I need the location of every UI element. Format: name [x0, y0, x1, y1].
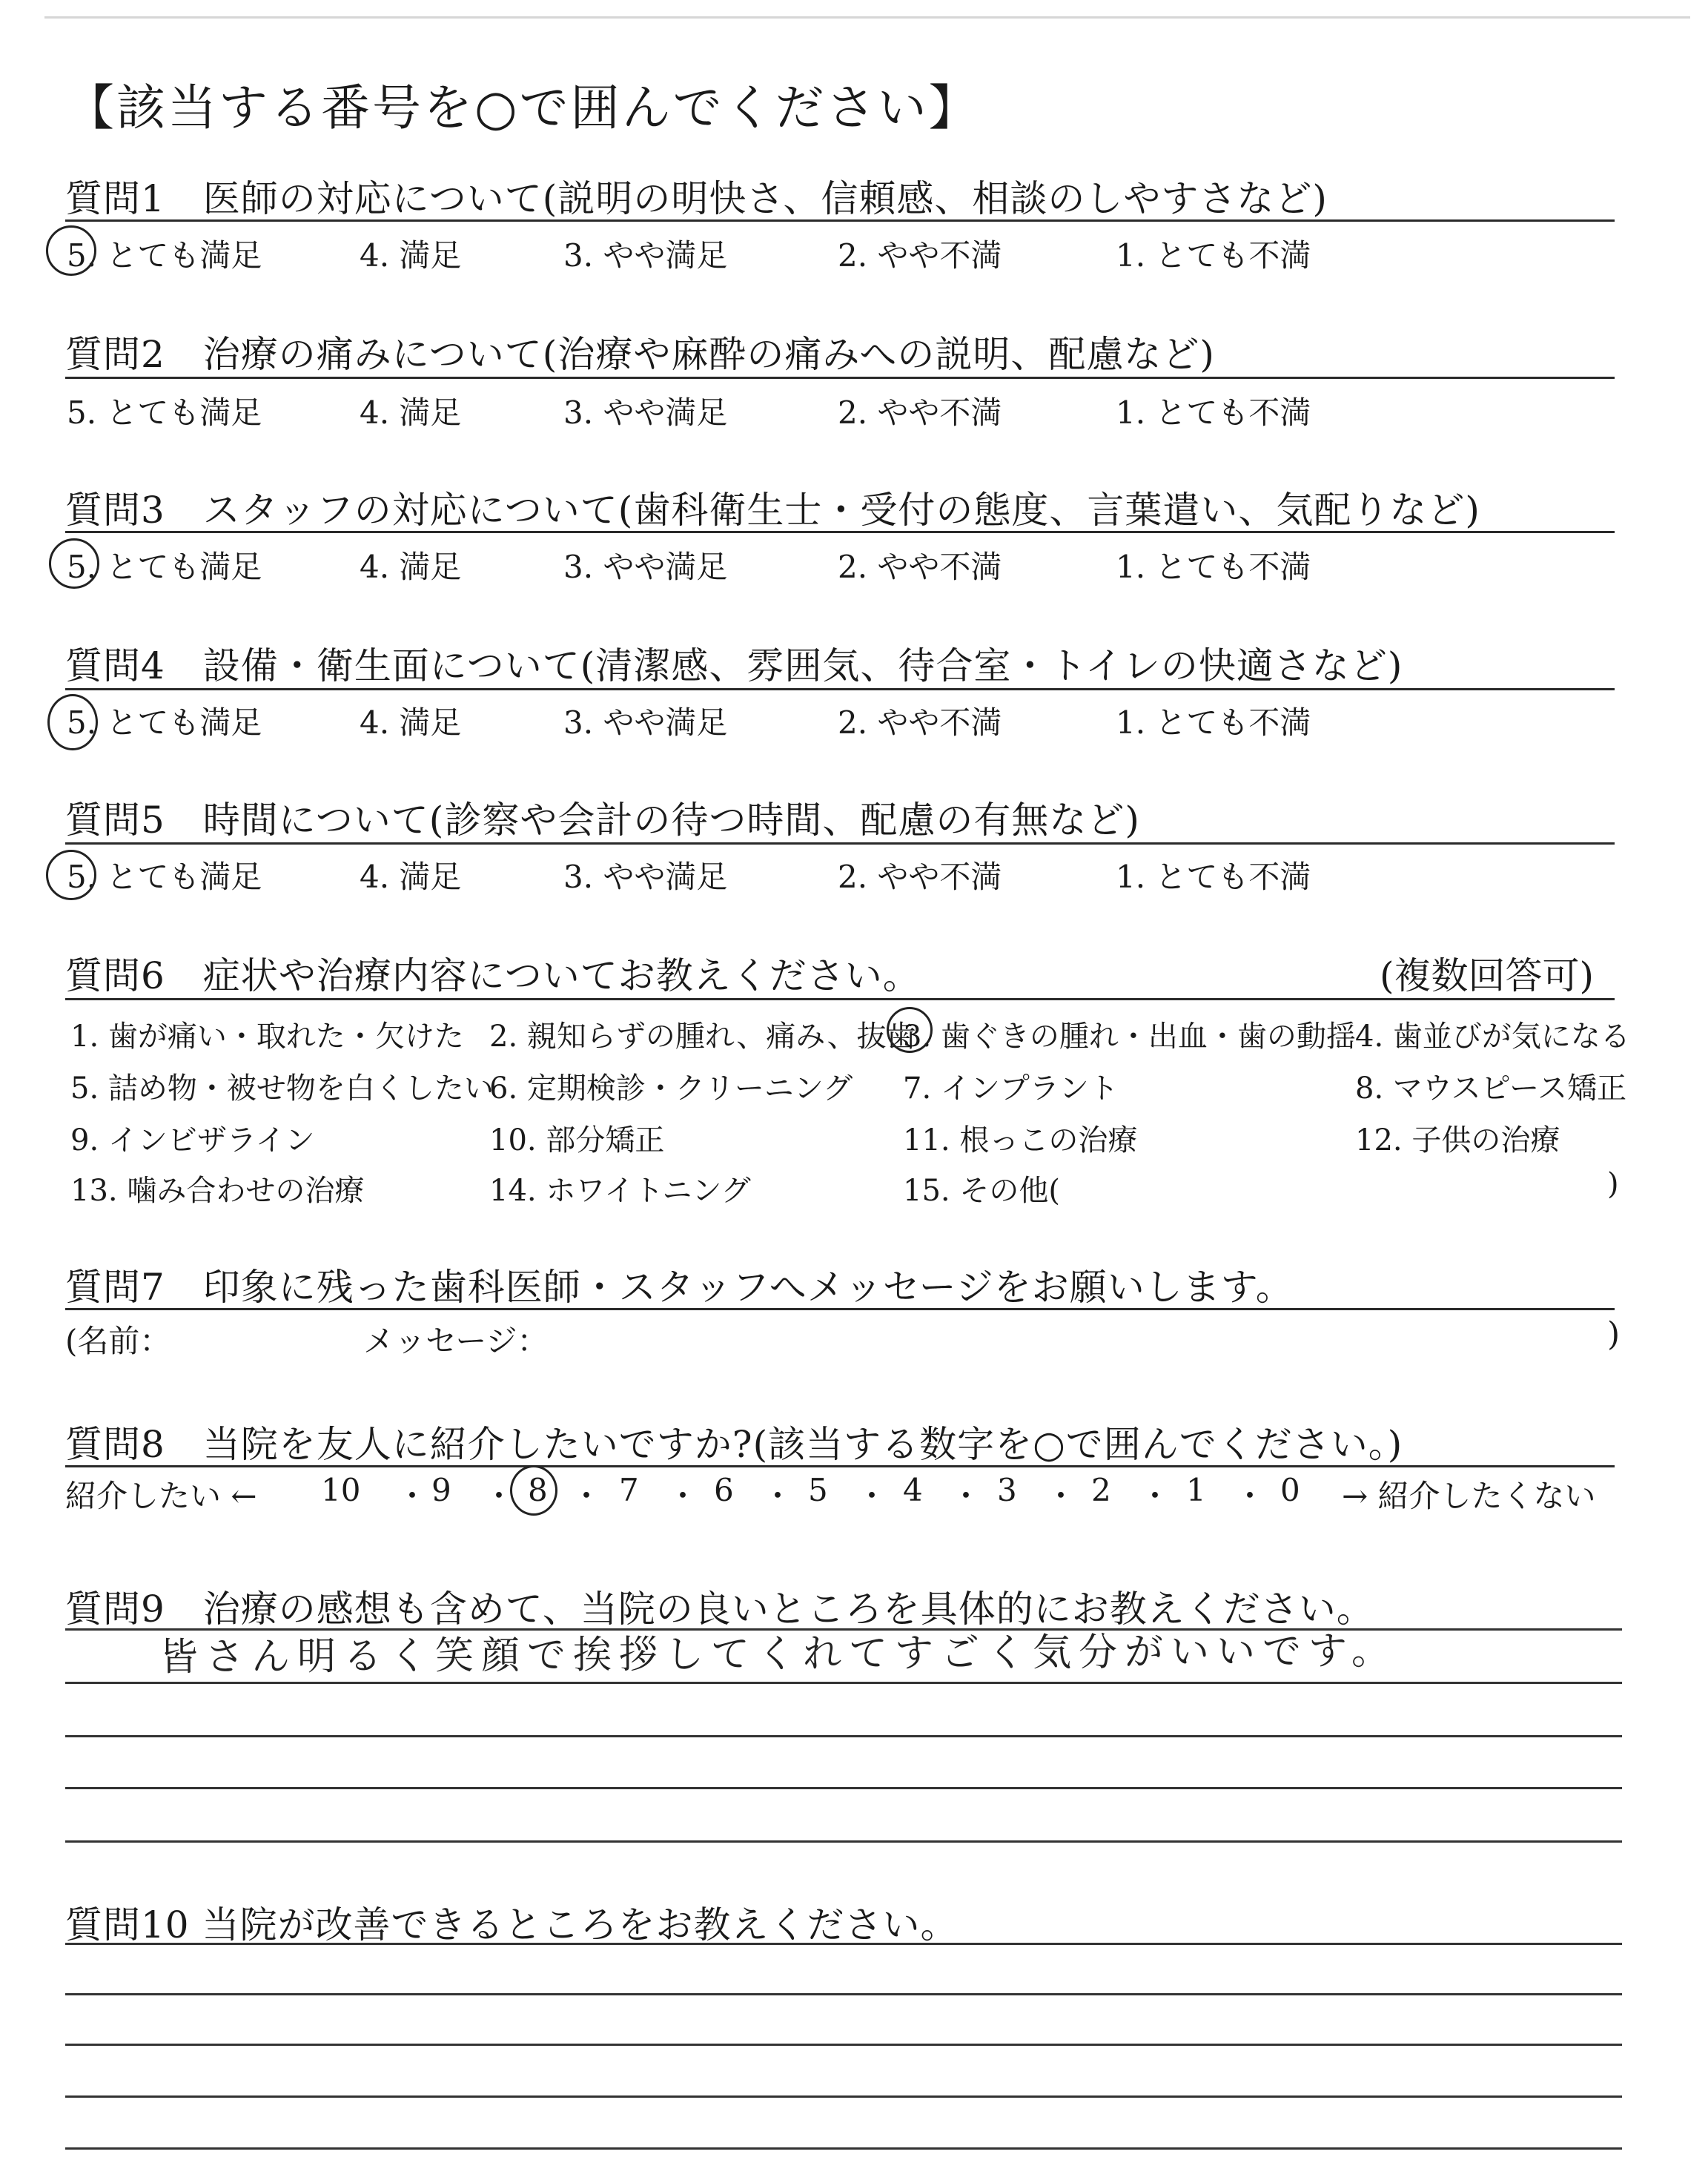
q2-rule [65, 377, 1615, 379]
q8-scale-3[interactable]: 3 [997, 1472, 1017, 1508]
q9-answer-line [65, 1735, 1622, 1737]
q1-opt-2[interactable]: 2. やや不満 [838, 237, 1002, 274]
q4-opt-5[interactable]: 5. とても満足 [67, 704, 262, 741]
q9-handwritten-answer: 皆さん明るく笑顔で挨拶してくれてすごく気分がいいです。 [159, 1628, 1398, 1680]
q2-opt-4[interactable]: 4. 満足 [360, 394, 462, 431]
q8-scale-1[interactable]: 1 [1186, 1472, 1206, 1508]
q6-item-12[interactable]: 12. 子供の治療 [1355, 1123, 1560, 1157]
q6-item-14[interactable]: 14. ホワイトニング [489, 1174, 751, 1208]
q8-dot: ・ [856, 1478, 888, 1514]
q3-opt-2[interactable]: 2. やや不満 [838, 549, 1002, 585]
q1-rule [65, 219, 1615, 222]
q10-answer-line [65, 2147, 1622, 2150]
q5-opt-3[interactable]: 3. やや満足 [563, 859, 728, 895]
q6-label: 質問6 症状や治療内容についてお教えください。 [65, 954, 921, 997]
q8-dot: ・ [667, 1478, 699, 1514]
q7-message-label: メッセージ： [363, 1323, 549, 1359]
q5-opt-4[interactable]: 4. 満足 [360, 859, 462, 895]
q3-label: 質問3 スタッフの対応について(歯科衛生士・受付の態度、言葉遣い、気配りなど) [65, 489, 1480, 532]
q6-item-13[interactable]: 13. 噛み合わせの治療 [70, 1174, 365, 1208]
q4-answer-circle [47, 694, 98, 750]
q9-answer-line [65, 1840, 1622, 1843]
q3-opt-5[interactable]: 5. とても満足 [67, 549, 262, 585]
q10-answer-line [65, 2095, 1622, 2098]
q8-dot: ・ [397, 1478, 428, 1514]
q6-item-1[interactable]: 1. 歯が痛い・取れた・欠けた [70, 1020, 464, 1054]
q8-answer-circle [510, 1465, 557, 1516]
q1-label: 質問1 医師の対応について(説明の明快さ、信頼感、相談のしやすさなど) [65, 177, 1328, 220]
q5-rule [65, 842, 1615, 845]
q6-rule [65, 998, 1615, 1000]
q6-item-2[interactable]: 2. 親知らずの腫れ、痛み、抜歯 [489, 1020, 916, 1054]
q4-opt-2[interactable]: 2. やや不満 [838, 704, 1002, 741]
q8-dot: ・ [1139, 1478, 1171, 1514]
q9-answer-line [65, 1682, 1622, 1684]
q5-opt-2[interactable]: 2. やや不満 [838, 859, 1002, 895]
q8-scale-7[interactable]: 7 [619, 1472, 639, 1508]
q8-scale-9[interactable]: 9 [431, 1472, 451, 1508]
q8-label: 質問8 当院を友人に紹介したいですか?(該当する数字を○で囲んでください。) [65, 1423, 1403, 1466]
q8-scale-8[interactable]: 8 [528, 1472, 548, 1508]
q8-dot: ・ [571, 1478, 603, 1514]
q6-item-11[interactable]: 11. 根っこの治療 [903, 1123, 1138, 1157]
q10-answer-line [65, 2044, 1622, 2046]
q2-label: 質問2 治療の痛みについて(治療や麻酔の痛みへの説明、配慮など) [65, 333, 1215, 376]
q4-opt-4[interactable]: 4. 満足 [360, 704, 462, 741]
q8-scale-6[interactable]: 6 [714, 1472, 734, 1508]
q4-opt-3[interactable]: 3. やや満足 [563, 704, 728, 741]
q1-opt-5[interactable]: 5. とても満足 [67, 237, 262, 274]
q8-right-label: → 紹介したくない [1342, 1478, 1596, 1514]
q3-opt-4[interactable]: 4. 満足 [360, 549, 462, 585]
q1-opt-4[interactable]: 4. 満足 [360, 237, 462, 274]
q8-scale-4[interactable]: 4 [903, 1472, 923, 1508]
q4-label: 質問4 設備・衛生面について(清潔感、雰囲気、待合室・トイレの快適さなど) [65, 644, 1403, 687]
q8-dot: ・ [1045, 1478, 1077, 1514]
q1-answer-circle [46, 225, 96, 276]
q8-scale-2[interactable]: 2 [1091, 1472, 1111, 1508]
q6-item-4[interactable]: 4. 歯並びが気になる [1355, 1020, 1630, 1054]
q1-opt-1[interactable]: 1. とても不満 [1116, 237, 1311, 274]
q8-scale-10[interactable]: 10 [321, 1472, 361, 1508]
q7-close-paren: ) [1607, 1315, 1621, 1353]
q5-opt-5[interactable]: 5. とても満足 [67, 859, 262, 895]
q7-label: 質問7 印象に残った歯科医師・スタッフへメッセージをお願いします。 [65, 1266, 1294, 1309]
q8-dot: ・ [762, 1478, 794, 1514]
q5-opt-1[interactable]: 1. とても不満 [1116, 859, 1311, 895]
q6-item-10[interactable]: 10. 部分矯正 [489, 1123, 665, 1157]
q2-opt-3[interactable]: 3. やや満足 [563, 394, 728, 431]
q8-dot: ・ [1234, 1478, 1266, 1514]
q6-item-5[interactable]: 5. 詰め物・被せ物を白くしたい [70, 1071, 494, 1106]
q6-item-8[interactable]: 8. マウスピース矯正 [1355, 1071, 1627, 1106]
q9-answer-line [65, 1787, 1622, 1789]
q6-item-7[interactable]: 7. インプラント [903, 1071, 1119, 1106]
q6-item-15-close: ) [1607, 1167, 1619, 1201]
q6-item-6[interactable]: 6. 定期検診・クリーニング [489, 1071, 853, 1106]
q5-answer-circle [46, 850, 96, 900]
q3-opt-3[interactable]: 3. やや満足 [563, 549, 728, 585]
q8-scale-5[interactable]: 5 [808, 1472, 828, 1508]
q10-rule-0 [65, 1943, 1622, 1945]
q3-rule [65, 531, 1615, 533]
q7-rule [65, 1308, 1615, 1310]
q8-left-label: 紹介したい ← [65, 1478, 257, 1514]
q1-opt-3[interactable]: 3. やや満足 [563, 237, 728, 274]
q6-item-3[interactable]: 3. 歯ぐきの腫れ・出血・歯の動揺 [903, 1020, 1356, 1054]
q8-rule [65, 1465, 1615, 1467]
q7-name-label: (名前： [65, 1323, 171, 1359]
q6-multiple-note: (複数回答可) [1379, 954, 1594, 997]
q8-scale-0[interactable]: 0 [1280, 1472, 1300, 1508]
q2-opt-1[interactable]: 1. とても不満 [1116, 394, 1311, 431]
q6-item-9[interactable]: 9. インビザライン [70, 1123, 315, 1157]
q4-rule [65, 688, 1615, 690]
scan-top-edge [44, 16, 1690, 22]
q3-opt-1[interactable]: 1. とても不満 [1116, 549, 1311, 585]
q4-opt-1[interactable]: 1. とても不満 [1116, 704, 1311, 741]
q10-label: 質問10 当院が改善できるところをお教えください。 [65, 1903, 959, 1946]
q5-label: 質問5 時間について(診察や会計の待つ時間、配慮の有無など) [65, 799, 1140, 842]
q6-answer-circle [887, 1007, 933, 1053]
q8-dot: ・ [483, 1478, 515, 1514]
q10-answer-line [65, 1993, 1622, 1995]
q8-dot: ・ [950, 1478, 982, 1514]
q2-opt-2[interactable]: 2. やや不満 [838, 394, 1002, 431]
q6-item-15[interactable]: 15. その他( [903, 1174, 1060, 1208]
form-title: 【該当する番号を○で囲んでください】 [65, 79, 980, 136]
q3-answer-circle [49, 538, 99, 589]
q2-opt-5[interactable]: 5. とても満足 [67, 394, 262, 431]
q9-label: 質問9 治療の感想も含めて、当院の良いところを具体的にお教えください。 [65, 1588, 1374, 1631]
